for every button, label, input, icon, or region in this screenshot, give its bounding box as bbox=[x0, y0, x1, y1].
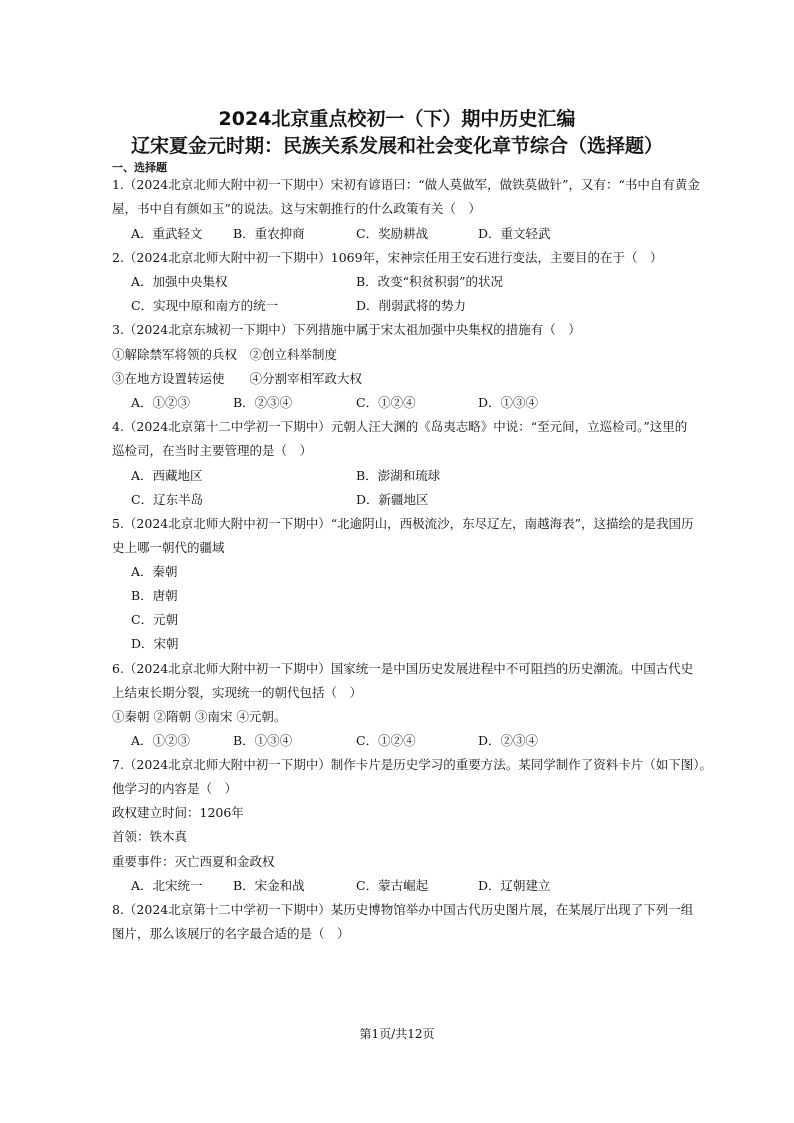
question-6-items: ①秦朝 ②隋朝 ③南宋 ④元朝。 bbox=[112, 709, 287, 724]
question-7-card-line-1: 政权建立时间：1206年 bbox=[112, 805, 244, 820]
question-4-option-a: A．西藏地区 bbox=[131, 468, 203, 483]
question-4-stem: 4.（2024北京第十二中学初一下期中）元朝人汪大渊的《岛夷志略》中说：“至元间，立巡检司。”这里的 bbox=[112, 419, 688, 434]
question-3-option-d: D．①③④ bbox=[478, 395, 539, 410]
question-1-option-d: D．重文轻武 bbox=[478, 226, 551, 241]
question-8-stem: 8.（2024北京第十二中学初一下期中）某历史博物馆举办中国古代历史图片展，在某展厅出现了下列一组 bbox=[112, 902, 694, 917]
question-4-option-d: D．新疆地区 bbox=[356, 492, 429, 507]
question-5-option-d: D．宋朝 bbox=[131, 636, 179, 651]
question-3-stem: 3.（2024北京东城初一下期中）下列措施中属于宋太祖加强中央集权的措施有（ ） bbox=[112, 322, 581, 337]
document-title: 2024北京重点校初一（下）期中历史汇编 bbox=[218, 108, 576, 130]
question-5-option-b: B．唐朝 bbox=[131, 588, 178, 603]
question-1-option-b: B．重农抑商 bbox=[233, 226, 305, 241]
question-4-option-c: C．辽东半岛 bbox=[131, 492, 204, 507]
question-6-option-b: B．①③④ bbox=[233, 733, 293, 748]
question-3-item-line-2: ③在地方设置转运使 ④分割宰相军政大权 bbox=[112, 371, 363, 386]
question-6-option-c: C．①②④ bbox=[356, 733, 416, 748]
question-8-stem-cont: 图片，那么该展厅的名字最合适的是（ ） bbox=[112, 926, 350, 941]
question-2-stem: 2.（2024北京北师大附中初一下期中）1069年，宋神宗任用王安石进行变法，主要目的在于（ ） bbox=[112, 250, 663, 265]
section-heading: 一、选择题 bbox=[112, 161, 167, 174]
question-2-option-a: A．加强中央集权 bbox=[131, 274, 228, 289]
question-5-stem-cont: 史上哪一朝代的疆域 bbox=[112, 540, 225, 555]
question-7-card-line-3: 重要事件：灭亡西夏和金政权 bbox=[112, 854, 275, 869]
question-1-option-a: A．重武轻文 bbox=[131, 226, 203, 241]
question-1-option-c: C．奖励耕战 bbox=[356, 226, 429, 241]
question-6-option-d: D．②③④ bbox=[478, 733, 539, 748]
question-6-stem-cont: 上结束长期分裂，实现统一的朝代包括（ ） bbox=[112, 685, 363, 700]
question-2-option-d: D．削弱武将的势力 bbox=[356, 298, 467, 313]
question-7-card-line-2: 首领：铁木真 bbox=[112, 829, 188, 844]
question-4-option-b: B．澎湖和琉球 bbox=[356, 468, 441, 483]
question-3-item-line-1: ①解除禁军将领的兵权 ②创立科举制度 bbox=[112, 347, 338, 362]
question-7-option-b: B．宋金和战 bbox=[233, 878, 305, 893]
question-1-stem-cont: 屋，书中自有颜如玉”的说法。这与宋朝推行的什么政策有关（ ） bbox=[112, 201, 481, 216]
question-3-option-c: C．①②④ bbox=[356, 395, 416, 410]
question-7-option-d: D．辽朝建立 bbox=[478, 878, 551, 893]
question-2-option-c: C．实现中原和南方的统一 bbox=[131, 298, 279, 313]
document-subtitle: 辽宋夏金元时期：民族关系发展和社会变化章节综合（选择题） bbox=[130, 135, 663, 157]
question-7-option-c: C．蒙古崛起 bbox=[356, 878, 429, 893]
page-number: 第1页/共12页 bbox=[359, 1027, 435, 1041]
question-7-stem-cont: 他学习的内容是（ ） bbox=[112, 781, 238, 796]
question-1-stem: 1.（2024北京北师大附中初一下期中）宋初有谚语曰：“做人莫做军，做铁莫做针”，又有：“书中自有黄金 bbox=[112, 177, 700, 192]
question-3-option-a: A．①②③ bbox=[131, 395, 191, 410]
question-2-option-b: B．改变“积贫积弱”的状况 bbox=[356, 274, 503, 289]
question-5-option-a: A．秦朝 bbox=[131, 564, 178, 579]
question-6-option-a: A．①②③ bbox=[131, 733, 191, 748]
question-5-stem: 5.（2024北京北师大附中初一下期中）“北逾阴山，西极流沙，东尽辽左，南越海表”，这描绘的是我国历 bbox=[112, 516, 694, 531]
question-4-stem-cont: 巡检司，在当时主要管理的是（ ） bbox=[112, 443, 313, 458]
question-5-option-c: C．元朝 bbox=[131, 612, 179, 627]
question-7-stem: 7.（2024北京北师大附中初一下期中）制作卡片是历史学习的重要方法。某同学制作了资料卡片（如下图）。 bbox=[112, 757, 712, 772]
question-3-option-b: B．②③④ bbox=[233, 395, 293, 410]
question-6-stem: 6.（2024北京北师大附中初一下期中）国家统一是中国历史发展进程中不可阻挡的历史潮流。中国古代史 bbox=[112, 661, 694, 676]
question-7-option-a: A．北宋统一 bbox=[131, 878, 203, 893]
